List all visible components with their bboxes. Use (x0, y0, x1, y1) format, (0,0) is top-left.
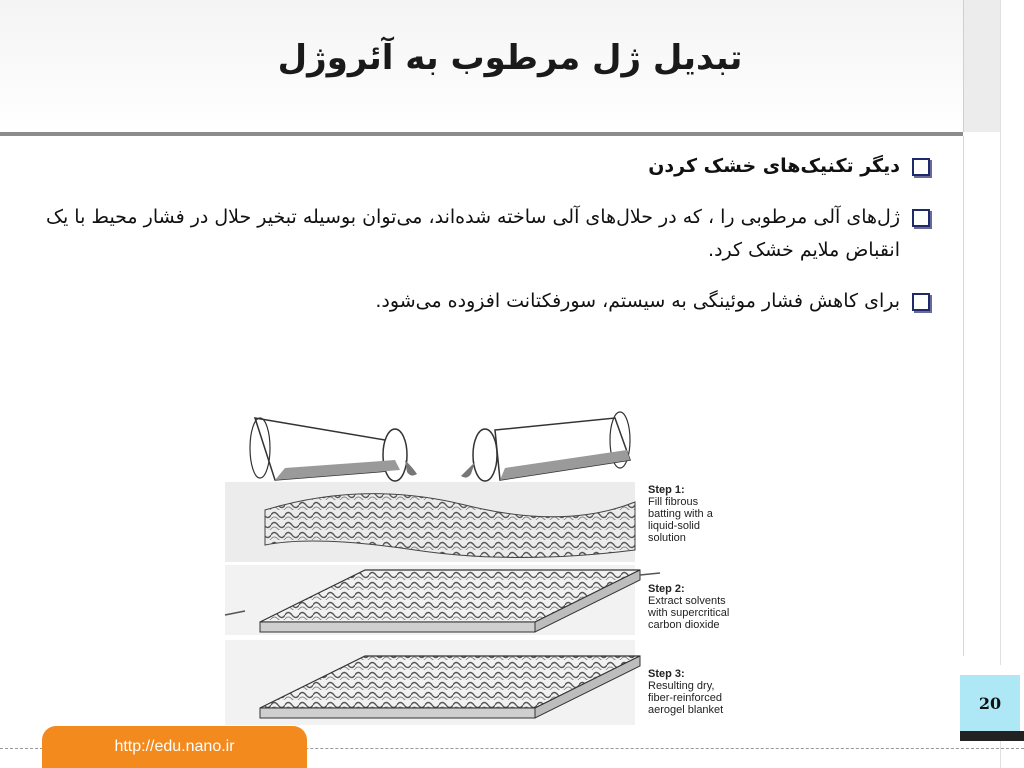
header-divider (0, 132, 1000, 136)
bullet-item (20, 201, 930, 267)
bullet-text: دیگر تکنیک‌های خشک کردن (648, 155, 900, 177)
step3-line: fiber-reinforced (648, 692, 722, 704)
footer-url[interactable]: http://edu.nano.ir (42, 726, 307, 768)
left-beaker-icon (250, 418, 417, 481)
step1-line: batting with a (648, 508, 713, 520)
slide-title: تبدیل ژل مرطوب به آئروژل (277, 38, 743, 78)
checkbox-bullet-icon (912, 293, 930, 311)
step2-line: with supercritical (648, 607, 730, 619)
step3-line: aerogel blanket (648, 704, 724, 716)
checkbox-bullet-icon (912, 209, 930, 227)
step1-line: liquid-solid (648, 520, 700, 532)
bullet-text: برای کاهش فشار موئینگی به سیستم، سورفکتانت افزوده می‌شود. (375, 290, 900, 312)
page-number-shadow (960, 731, 1024, 741)
slide-body (20, 150, 930, 336)
step-labels (647, 484, 729, 716)
right-header-block (963, 0, 1000, 132)
aerogel-process-figure (215, 410, 790, 725)
page-number: 20 (960, 675, 1020, 731)
step2-line: carbon dioxide (648, 619, 720, 631)
right-divider (963, 136, 964, 656)
checkbox-bullet-icon (912, 158, 930, 176)
step2-line: Extract solvents (648, 595, 726, 607)
right-edge-strip (1000, 0, 1024, 768)
fibrous-batting (225, 482, 635, 562)
step1-line: Step 1: (648, 484, 685, 496)
bullet-item (20, 285, 930, 318)
slab-extraction (225, 565, 660, 635)
step1-line: Fill fibrous (648, 496, 699, 508)
bullet-text: ژل‌های آلی مرطوبی را ، که در حلال‌های آلی ساخته شده‌اند، می‌توان بوسیله تبخیر حلال در فشار محیط با یک انقباض ملایم خشک کرد. (45, 206, 900, 261)
bullet-item (20, 150, 930, 183)
step1-line: solution (648, 532, 686, 544)
right-beaker-icon (461, 412, 630, 481)
slab-aerogel-blanket (225, 640, 640, 725)
step3-line: Resulting dry, (648, 680, 715, 692)
step3-line: Step 3: (648, 668, 685, 680)
step2-line: Step 2: (648, 583, 685, 595)
